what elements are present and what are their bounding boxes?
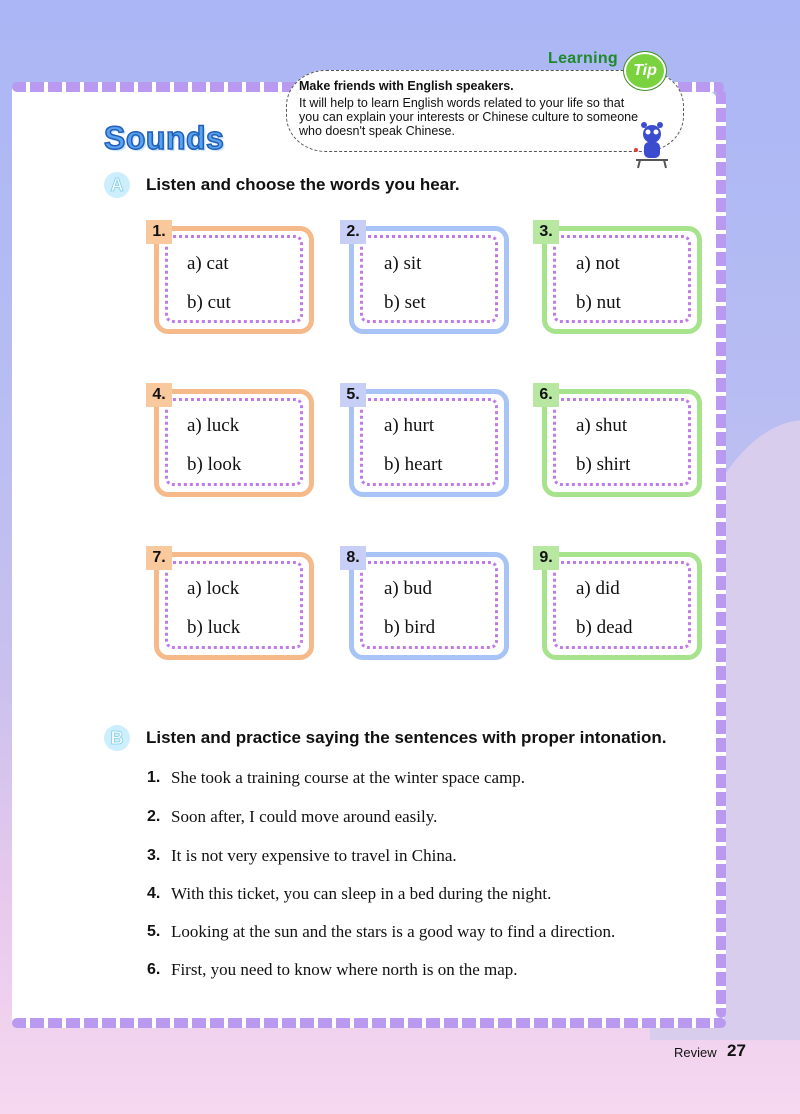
option-a[interactable]: a) luck	[187, 415, 240, 436]
choice-card-4	[154, 389, 314, 497]
option-a[interactable]: a) bud	[384, 578, 433, 599]
option-b[interactable]: b) shirt	[576, 454, 631, 475]
tip-badge: Tip	[624, 52, 666, 90]
item-number: 6.	[533, 383, 559, 407]
option-b[interactable]: b) nut	[576, 292, 621, 313]
section-b-instruction: Listen and practice saying the sentences with proper intonation.	[146, 728, 667, 747]
option-a[interactable]: a) lock	[187, 578, 240, 599]
option-b[interactable]: b) set	[384, 292, 426, 313]
option-b[interactable]: b) dead	[576, 617, 633, 638]
option-b[interactable]: b) bird	[384, 617, 436, 638]
tip-heading: Make friends with English speakers.	[299, 79, 514, 93]
choice-card-6	[542, 389, 702, 497]
sentence: Soon after, I could move around easily.	[171, 807, 438, 826]
item-number: 5.	[340, 383, 366, 407]
item-number: 4.	[146, 383, 172, 407]
tip-body: It will help to learn English words related to your life so that you can explain your interests or Chinese culture to someone who doesn't speak Chinese.	[299, 96, 639, 138]
sentence-number: 4.	[147, 885, 161, 902]
footer-label: Review	[674, 1045, 717, 1060]
choice-card-9	[542, 552, 702, 660]
sentence-number: 2.	[147, 808, 161, 825]
option-b[interactable]: b) luck	[187, 617, 241, 638]
option-a[interactable]: a) did	[576, 578, 620, 599]
choice-card-5	[349, 389, 509, 497]
choice-card-1	[154, 226, 314, 334]
page-frame-bottom	[12, 1018, 726, 1028]
item-number: 1.	[146, 220, 172, 244]
sentence-number: 5.	[147, 923, 161, 940]
choice-card-7	[154, 552, 314, 660]
choice-card-8	[349, 552, 509, 660]
item-number: 2.	[340, 220, 366, 244]
choice-card-2	[349, 226, 509, 334]
page-number: 27	[727, 1041, 746, 1060]
section-a-icon: A	[104, 172, 130, 198]
sentence-number: 1.	[147, 769, 161, 786]
item-number: 9.	[533, 546, 559, 570]
option-a[interactable]: a) sit	[384, 253, 422, 274]
page-title: Sounds	[104, 120, 225, 156]
option-b[interactable]: b) cut	[187, 292, 231, 313]
sentence-number: 3.	[147, 847, 161, 864]
mascot-icon	[630, 120, 674, 170]
sentence: With this ticket, you can sleep in a bed during the night.	[171, 884, 552, 903]
sentence: It is not very expensive to travel in China.	[171, 846, 457, 865]
option-b[interactable]: b) look	[187, 454, 242, 475]
section-b-icon: B	[104, 725, 130, 751]
option-a[interactable]: a) hurt	[384, 415, 435, 436]
sentence: Looking at the sun and the stars is a good way to find a direction.	[171, 922, 616, 941]
sentence: She took a training course at the winter space camp.	[171, 768, 526, 787]
item-number: 7.	[146, 546, 172, 570]
item-number: 3.	[533, 220, 559, 244]
item-number: 8.	[340, 546, 366, 570]
sentence-number: 6.	[147, 961, 161, 978]
section-a-instruction: Listen and choose the words you hear.	[146, 175, 460, 194]
option-b[interactable]: b) heart	[384, 454, 443, 475]
choice-card-3	[542, 226, 702, 334]
tip-label: Learning	[548, 50, 618, 67]
page-frame-right	[716, 90, 726, 1018]
option-a[interactable]: a) not	[576, 253, 620, 274]
option-a[interactable]: a) shut	[576, 415, 628, 436]
sentence: First, you need to know where north is on the map.	[171, 960, 518, 979]
option-a[interactable]: a) cat	[187, 253, 229, 274]
